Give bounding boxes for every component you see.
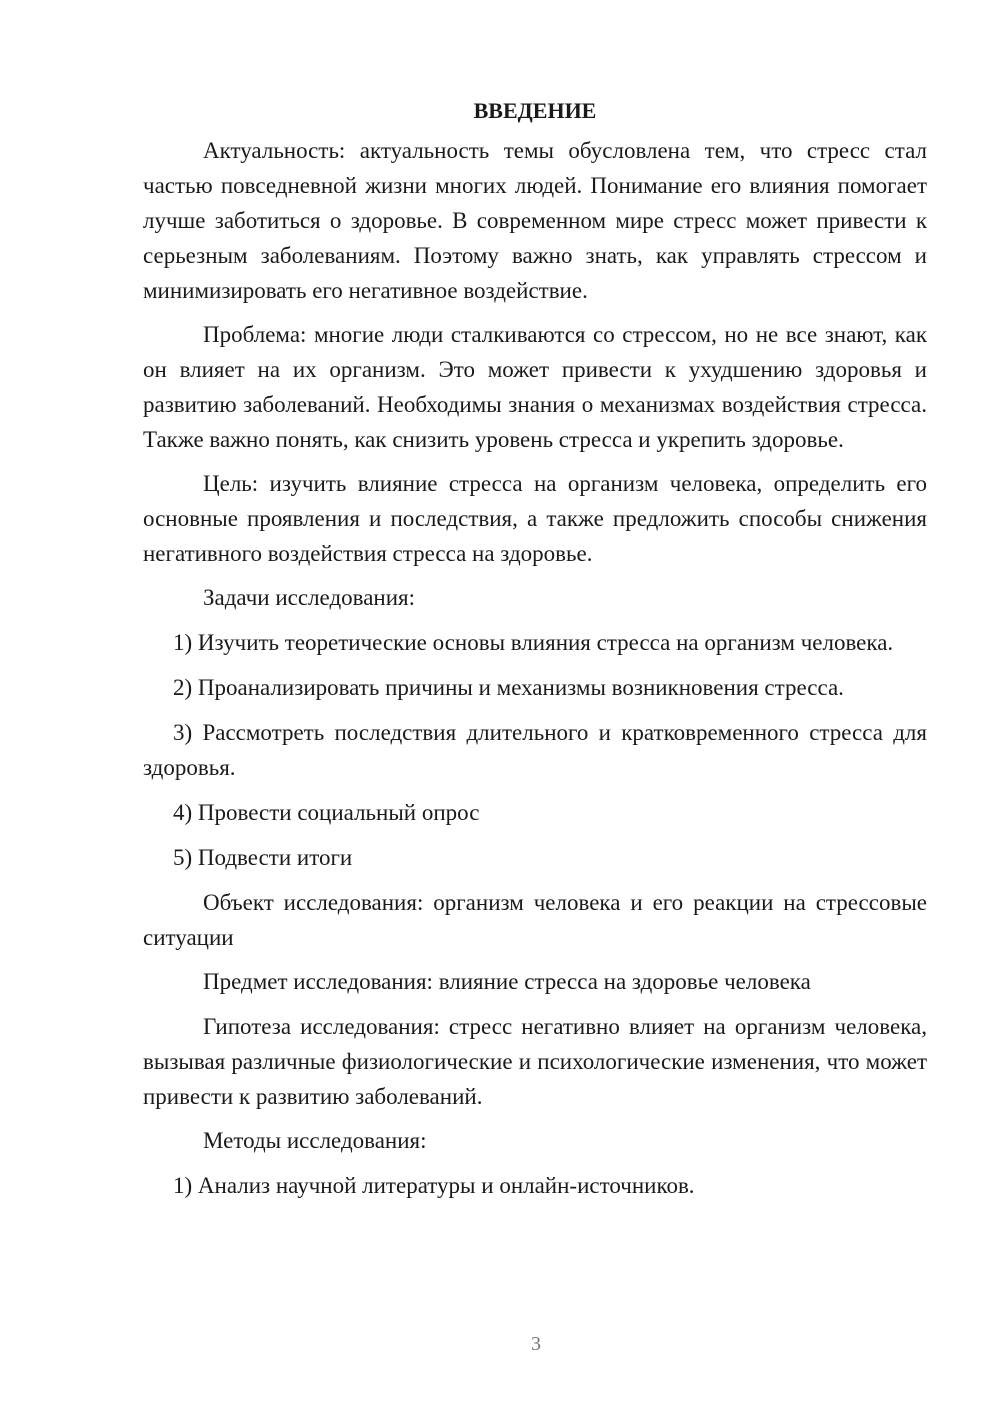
task-item-1: 1) Изучить теоретические основы влияния стресса на организм человека. <box>173 630 894 655</box>
page-content <box>143 93 927 1213</box>
method-item-1: 1) Анализ научной литературы и онлайн-источников. <box>173 1173 695 1198</box>
subject-paragraph: Предмет исследования: влияние стресса на здоровье человека <box>203 969 811 994</box>
goal-paragraph: Цель: изучить влияние стресса на организм человека, определить его основные проявления и последствия, а также предложить способы снижения негативного воздействия стресса на здоровье. <box>143 471 927 566</box>
problem-paragraph: Проблема: многие люди сталкиваются со стрессом, но не все знают, как он влияет на их организм. Это может привести к ухудшению здоровья и развитию заболеваний. Необходимы знания о механизмах воздействия стресса. Также важно понять, как снизить уровень стресса и укрепить здоровье. <box>143 322 927 452</box>
relevance-paragraph: Актуальность: актуальность темы обусловлена тем, что стресс стал частью повседневной жизни многих людей. Понимание его влияния помогает лучше заботиться о здоровье. В современном мире стресс может привести к серьезным заболеваниям. Поэтому важно знать, как управлять стрессом и минимизировать его негативное воздействие. <box>143 138 927 303</box>
task-item-5: 5) Подвести итоги <box>173 845 353 870</box>
task-item-3: 3) Рассмотреть последствия длительного и кратковременного стресса для здоровья. <box>143 720 927 780</box>
task-item-2: 2) Проанализировать причины и механизмы возникновения стресса. <box>173 675 844 700</box>
methods-heading: Методы исследования: <box>203 1128 427 1153</box>
tasks-heading: Задачи исследования: <box>203 585 416 610</box>
section-title: ВВЕДЕНИЕ <box>473 98 597 123</box>
object-paragraph: Объект исследования: организм человека и его реакции на стрессовые ситуации <box>143 890 927 950</box>
hypothesis-paragraph: Гипотеза исследования: стресс негативно влияет на организм человека, вызывая различные физиологические и психологические изменения, что может привести к развитию заболеваний. <box>143 1014 927 1109</box>
page-number: 3 <box>531 1333 541 1355</box>
task-item-4: 4) Провести социальный опрос <box>173 800 480 825</box>
